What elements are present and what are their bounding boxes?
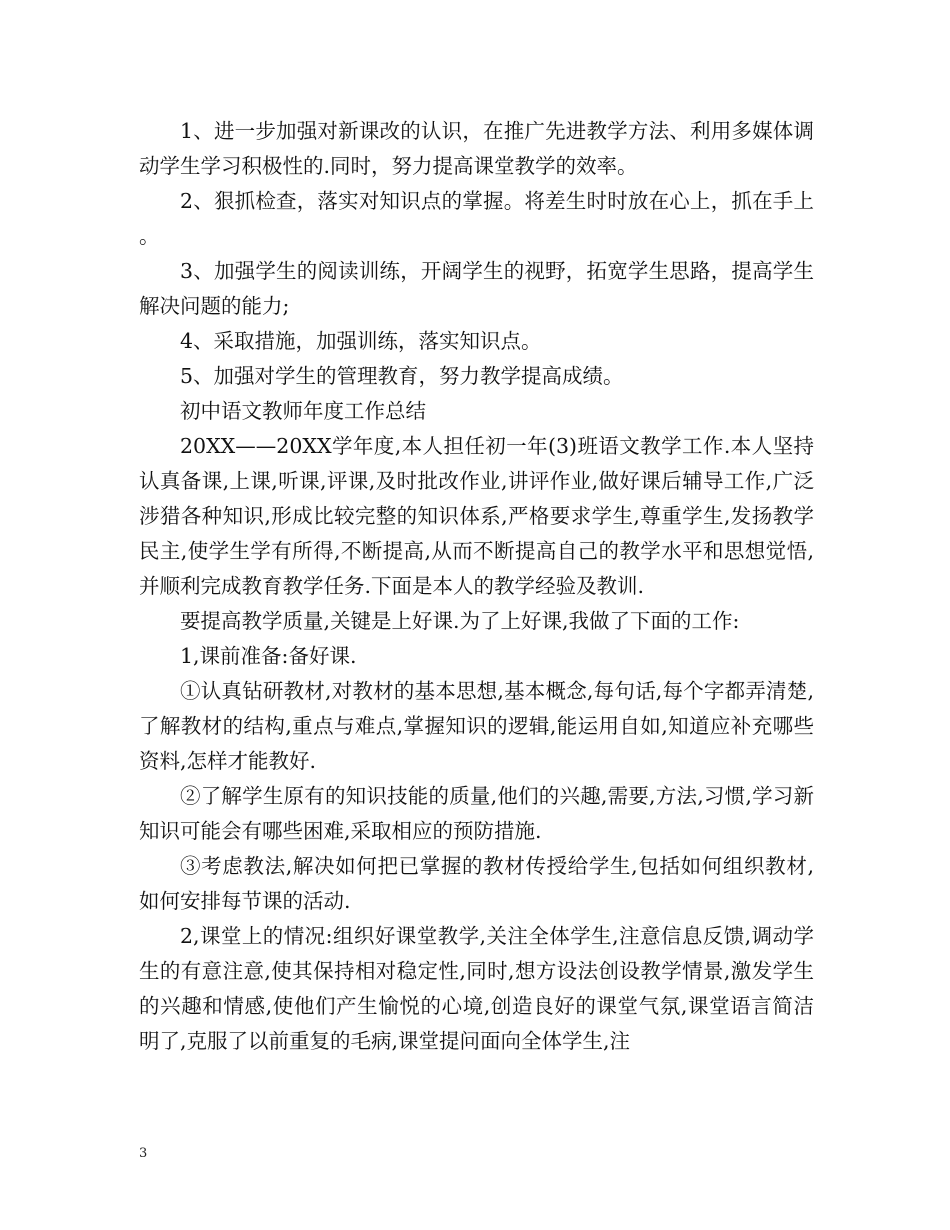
- page-number: 3: [139, 1146, 148, 1161]
- paragraph-4: 4、采取措施，加强训练，落实知识点。: [180, 329, 542, 353]
- paragraph-2: 2、狠抓检查，落实对知识点的掌握。将差生时时放在心上，抓在手上。: [139, 189, 814, 248]
- document-body: [139, 114, 814, 1059]
- paragraph-3: 3、加强学生的阅读训练，开阔学生的视野，拓宽学生思路，提高学生解决问题的能力;: [139, 259, 814, 318]
- paragraph-prep-2: ②了解学生原有的知识技能的质量,他们的兴趣,需要,方法,习惯,学习新知识可能会有哪些困难,采取相应的预防措施.: [139, 784, 814, 843]
- paragraph-intro: 20XX——20XX学年度,本人担任初一年(3)班语文教学工作.本人坚持认真备课,上课,听课,评课,及时批改作业,讲评作业,做好课后辅导工作,广泛涉猎各种知识,形成比较完整的知识体系,严格要求学生,尊重学生,发扬教学民主,使学生学有所得,不断提高,从而不断提高自己的教学水平和思想觉悟,并顺利完成教育教学任务.下面是本人的教学经验及教训.: [139, 434, 814, 598]
- paragraph-key-point: 要提高教学质量,关键是上好课.为了上好课,我做了下面的工作:: [180, 609, 740, 633]
- paragraph-classroom: 2,课堂上的情况:组织好课堂教学,关注全体学生,注意信息反馈,调动学生的有意注意,使其保持相对稳定性,同时,想方设法创设教学情景,激发学生的兴趣和情感,使他们产生愉悦的心境,创造良好的课堂气氛,课堂语言简洁明了,克服了以前重复的毛病,课堂提问面向全体学生,注: [139, 924, 814, 1053]
- paragraph-prep-3: ③考虑教法,解决如何把已掌握的教材传授给学生,包括如何组织教材,如何安排每节课的活动.: [139, 854, 814, 913]
- paragraph-5: 5、加强对学生的管理教育，努力教学提高成绩。: [180, 364, 624, 388]
- paragraph-1: 1、进一步加强对新课改的认识，在推广先进教学方法、利用多媒体调动学生学习积极性的.同时，努力提高课堂教学的效率。: [139, 119, 814, 178]
- paragraph-prep-1: ①认真钻研教材,对教材的基本思想,基本概念,每句话,每个字都弄清楚,了解教材的结构,重点与难点,掌握知识的逻辑,能运用自如,知道应补充哪些资料,怎样才能教好.: [139, 679, 814, 773]
- section-title: 初中语文教师年度工作总结: [180, 399, 426, 423]
- paragraph-prep-heading: 1,课前准备:备好课.: [180, 644, 357, 668]
